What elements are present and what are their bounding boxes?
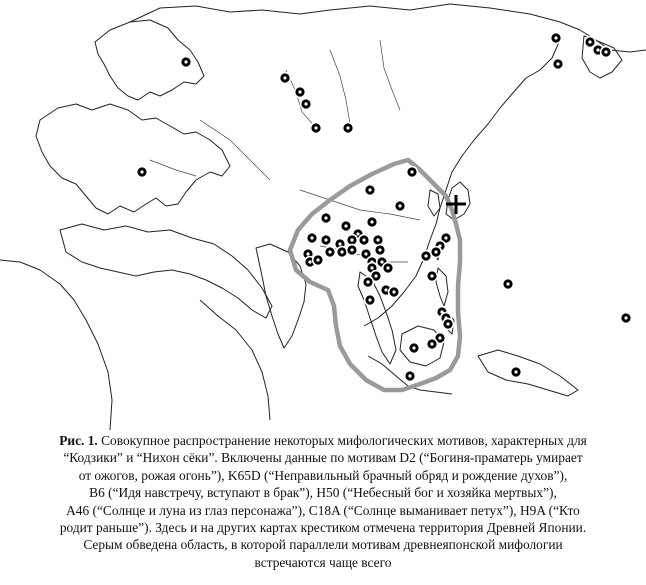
- location-marker-icon: [389, 287, 400, 298]
- caption-line-7: Серым обведена область, в которой параллели мотивам древнеяпонской мифологии: [83, 537, 563, 553]
- location-marker-icon: [307, 233, 318, 244]
- caption-line-4: B6 (“Идя навстречу, вступают в брак”), H50 (“Небесный бог и хозяйка мертвых”),: [89, 485, 557, 501]
- location-marker-icon: [321, 235, 332, 246]
- location-marker-icon: [427, 339, 438, 350]
- location-marker-icon: [421, 251, 432, 262]
- location-marker-icon: [347, 245, 358, 256]
- location-marker-icon: [359, 235, 370, 246]
- location-marker-icon: [181, 57, 192, 68]
- location-marker-icon: [137, 167, 148, 178]
- location-marker-icon: [601, 47, 612, 58]
- location-marker-icon: [341, 221, 352, 232]
- location-marker-icon: [365, 295, 376, 306]
- location-marker-icon: [431, 247, 442, 258]
- location-marker-icon: [405, 371, 416, 382]
- figure-label: Рис. 1.: [59, 433, 98, 448]
- location-marker-icon: [551, 33, 562, 44]
- location-marker-icon: [311, 123, 322, 134]
- caption-line-3: от ожогов, рожая огонь”), K65D (“Неправильный брачный обряд и рождение духов”),: [78, 467, 568, 483]
- location-marker-icon: [280, 73, 291, 84]
- figure-caption: [8, 432, 638, 571]
- location-marker-icon: [427, 271, 438, 282]
- caption-line-1: Рис. 1. Совокупное распространение некоторых мифологических мотивов, характерных для: [59, 433, 587, 448]
- location-marker-icon: [301, 99, 312, 110]
- location-marker-icon: [511, 367, 522, 378]
- caption-line-2: “Кодзики” и “Нихон сёки”. Включены данные по мотивам D2 (“Богиня-праматерь умирает: [63, 450, 583, 466]
- location-marker-icon: [383, 263, 394, 274]
- location-marker-icon: [313, 255, 324, 266]
- location-marker-icon: [553, 59, 564, 70]
- location-marker-icon: [343, 123, 354, 134]
- caption-line-8: встречаются чаще всего: [254, 554, 392, 570]
- location-marker-icon: [375, 245, 386, 256]
- location-marker-icon: [373, 235, 384, 246]
- location-marker-icon: [621, 313, 632, 324]
- location-marker-icon: [409, 343, 420, 354]
- location-marker-icon: [325, 247, 336, 258]
- location-marker-icon: [363, 277, 374, 288]
- location-marker-icon: [295, 87, 306, 98]
- location-marker-icon: [337, 247, 348, 258]
- location-marker-icon: [321, 213, 332, 224]
- location-marker-icon: [365, 185, 376, 196]
- location-marker-icon: [503, 279, 514, 290]
- location-marker-icon: [443, 319, 454, 330]
- location-marker-icon: [395, 201, 406, 212]
- location-markers: [137, 33, 632, 382]
- caption-line-6: родит раньше”). Здесь и на других картах крестиком отмечена территория Древней Японии.: [59, 520, 587, 536]
- caption-line-5: A46 (“Солнце и луна из глаз персонажа”), C18A (“Солнце выманивает петух”), H9A (“Кто: [66, 502, 580, 518]
- location-marker-icon: [347, 235, 358, 246]
- location-marker-icon: [367, 217, 378, 228]
- location-marker-icon: [407, 167, 418, 178]
